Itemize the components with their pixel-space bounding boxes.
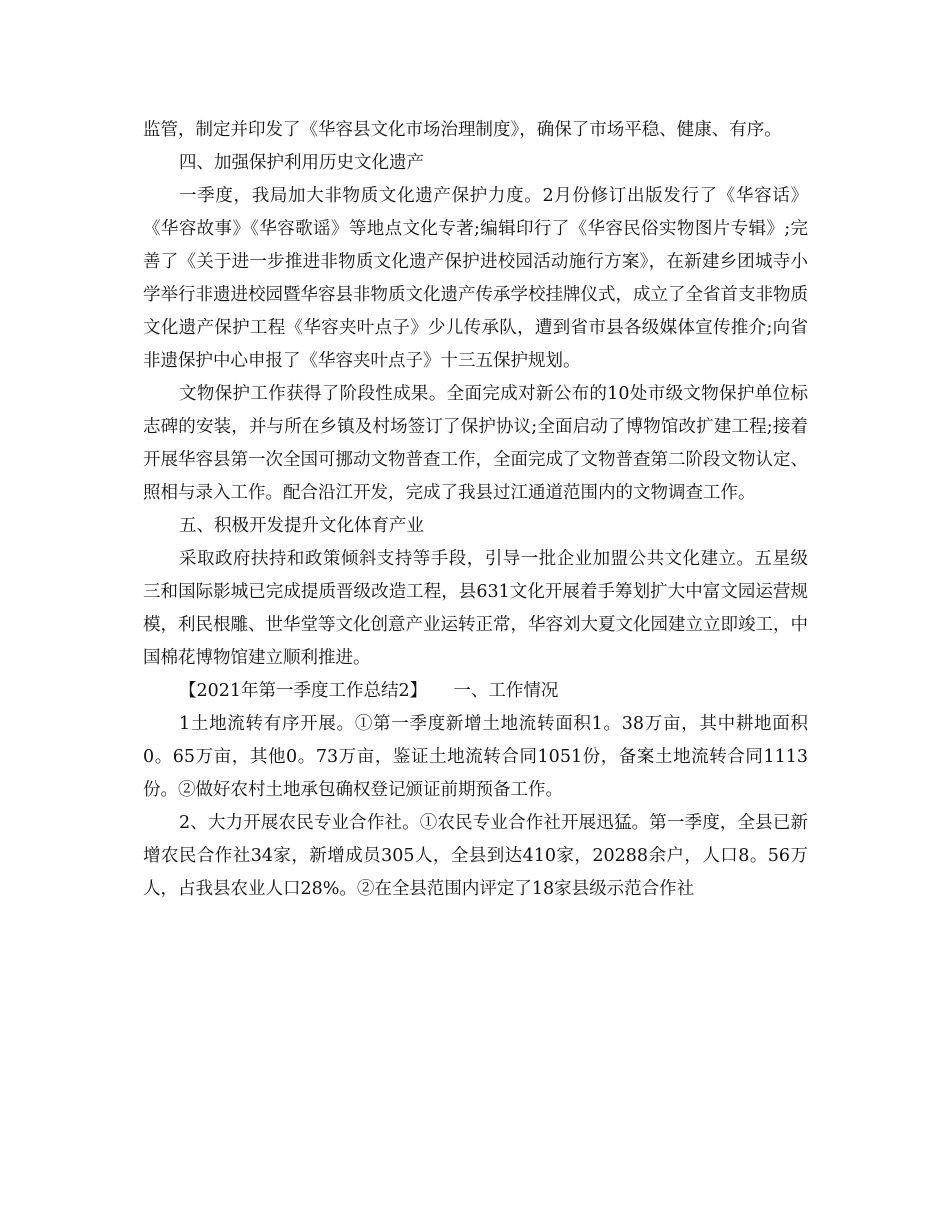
paragraph-cultural-industry: 采取政府扶持和政策倾斜支持等手段，引导一批企业加盟公共文化建立。五星级三和国际影城已完成提质晋级改造工程，县631文化开展着手筹划扩大中富文园运营规模，利民根雕、世华堂等文化创意产业运转正常，华容刘大夏文化园建立立即竣工，中国棉花博物馆建立顺利推进。 [143, 549, 808, 668]
section-heading-industry: 五、积极开发提升文化体育产业 [179, 516, 424, 536]
paragraph-cooperatives: 2、大力开展农民专业合作社。①农民专业合作社开展迅猛。第一季度，全县已新增农民合作社34家，新增成员305人，全县到达410家，20288余户，人口8。56万人，占我县农业人口28%。②在全县范围内评定了18家县级示范合作社 [143, 813, 808, 899]
paragraph-intangible-heritage: 一季度，我局加大非物质文化遗产保护力度。2月份修订出版发行了《华容话》《华容故事》《华容歌谣》等地点文化专著;编辑印行了《华容民俗实物图片专辑》;完善了《关于进一步推进非物质文化遗产保护进校园活动施行方案》，在新建乡团城寺小学举行非遗进校园暨华容县非物质文化遗产传承学校挂牌仪式，成立了全省首支非物质文化遗产保护工程《华容夹叶点子》少儿传承队，遭到省市县各级媒体宣传推介;向省非遗保护中心申报了《华容夹叶点子》十三五保护规划。 [143, 186, 808, 371]
paragraph-market-regulation: 监管，制定并印发了《华容县文化市场治理制度》，确保了市场平稳、健康、有序。 [143, 120, 782, 140]
section-heading-heritage: 四、加强保护利用历史文化遗产 [179, 153, 424, 173]
section-heading-summary-2: 【2021年第一季度工作总结2】 一、工作情况 [179, 681, 559, 701]
paragraph-land-transfer: 1土地流转有序开展。①第一季度新增土地流转面积1。38万亩，其中耕地面积0。65万亩，其他0。73万亩，鉴证土地流转合同1051份，备案土地流转合同1113份。②做好农村土地承包确权登记颁证前期预备工作。 [143, 714, 808, 800]
document-body [143, 114, 808, 906]
paragraph-cultural-relics: 文物保护工作获得了阶段性成果。全面完成对新公布的10处市级文物保护单位标志碑的安装，并与所在乡镇及村场签订了保护协议;全面启动了博物馆改扩建工程;接着开展华容县第一次全国可挪动文物普查工作，全面完成了文物普查第二阶段文物认定、照相与录入工作。配合沿江开发，完成了我县过江通道范围内的文物调查工作。 [143, 384, 808, 503]
